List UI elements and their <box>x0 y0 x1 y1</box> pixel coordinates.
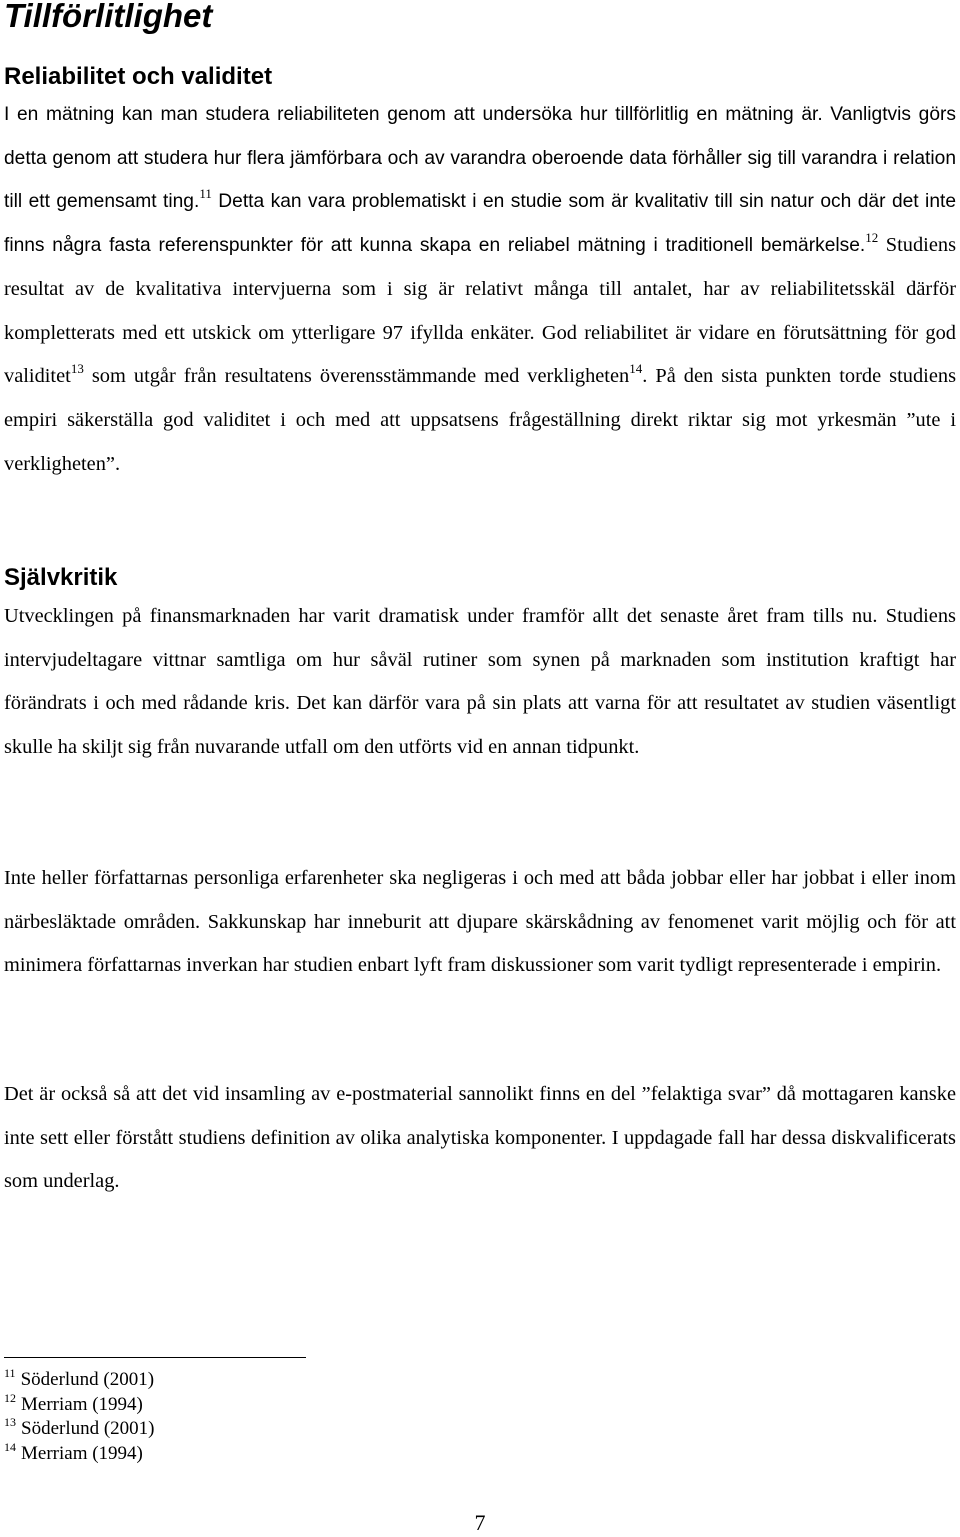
page-title: Tillförlitlighet <box>4 0 213 34</box>
section-heading-selfcritique: Självkritik <box>4 564 118 591</box>
footnote-number: 12 <box>4 1390 16 1405</box>
paragraph-selfcritique-3: Det är också så att det vid insamling av e-postmaterial sannolikt finns en del ”felaktiga svar” då mottagaren kanske inte sett eller förstått studiens definition av olika analytiska komponenter. I uppdagade fall har dessa diskvalificerats som underlag. <box>4 1083 956 1193</box>
footnote-ref: 12 <box>865 230 879 246</box>
text-run: . På den sista punkten torde studiens empiri säkerställa god validitet i och med att uppsatsens frågeställning direkt riktar sig mot yrkesmän ”ute i verkligheten”. <box>4 365 957 475</box>
paragraph-selfcritique-1: Utvecklingen på finansmarknaden har varit dramatisk under framför allt det senaste året fram tills nu. Studiens intervjudeltagare vittnar samtliga om hur såväl rutiner som synen på marknaden som institution kraftigt har förändrats i och med rådande kris. Det kan därför vara på sin plats att varna för att resultatet av studien väsentligt skulle ha skiljt sig från nuvarande utfall om den utförts vid en annan tidpunkt. <box>4 605 956 759</box>
footnote-ref: 14 <box>629 361 643 377</box>
text-run: Studiens resultat av de kvalitativa intervjuerna som i sig är relativt många till antalet, har av reliabilitetsskäl därför kompletterats med ett utskick om ytterligare 97 ifyllda enkäter. God reliabilitet är vidare en förutsättning för god validitet <box>4 234 957 388</box>
footnote-number: 13 <box>4 1415 16 1429</box>
section-heading-reliability: Reliabilitet och validitet <box>4 63 273 90</box>
footnote-ref: 13 <box>70 361 84 377</box>
footnote-ref: 11 <box>199 186 212 202</box>
footnote-item <box>4 1439 155 1467</box>
text-run: som utgår från resultatens överensstämmande med verkligheten <box>83 365 630 388</box>
footnote-text: Söderlund (2001) <box>21 1418 155 1439</box>
text-run: Detta kan vara problematiskt i en studie som är kvalitativ till sin natur och där det inte finns några fasta referenspunkter för att kunna skapa en reliabel mätning i traditionell bemärkelse. <box>4 191 956 257</box>
footnote-text: Söderlund (2001) <box>20 1369 155 1390</box>
footnote-number: 11 <box>4 1366 16 1380</box>
footnote-item <box>4 1368 155 1393</box>
footnote-list <box>4 1368 155 1466</box>
footnote-item <box>4 1417 155 1442</box>
page-number: 7 <box>474 1510 486 1535</box>
text-run: I en mätning kan man studera reliabiliteten genom att undersöka hur tillförlitlig en mätning är. Vanligtvis görs detta genom att studera hur flera jämförbara och av varandra oberoende data förhåller sig till varandra i relation till ett gemensamt ting. <box>4 104 956 213</box>
footnote-item <box>4 1390 155 1418</box>
footnote-text: Merriam (1994) <box>21 1442 143 1464</box>
paragraph-selfcritique-2: Inte heller författarnas personliga erfarenheter ska negligeras i och med att båda jobbar eller har jobbat i eller inom närbesläktade områden. Sakkunskap har inneburit att djupare skärskådning av fenomenet varit möjlig och för att minimera författarnas inverkan har studien enbart lyft fram diskussioner som varit tydligt representerade i empirin. <box>4 867 956 977</box>
footnote-text: Merriam (1994) <box>21 1393 143 1415</box>
footnote-separator <box>4 1357 306 1358</box>
footnote-number: 14 <box>4 1439 16 1454</box>
paragraph-reliability <box>4 93 956 486</box>
